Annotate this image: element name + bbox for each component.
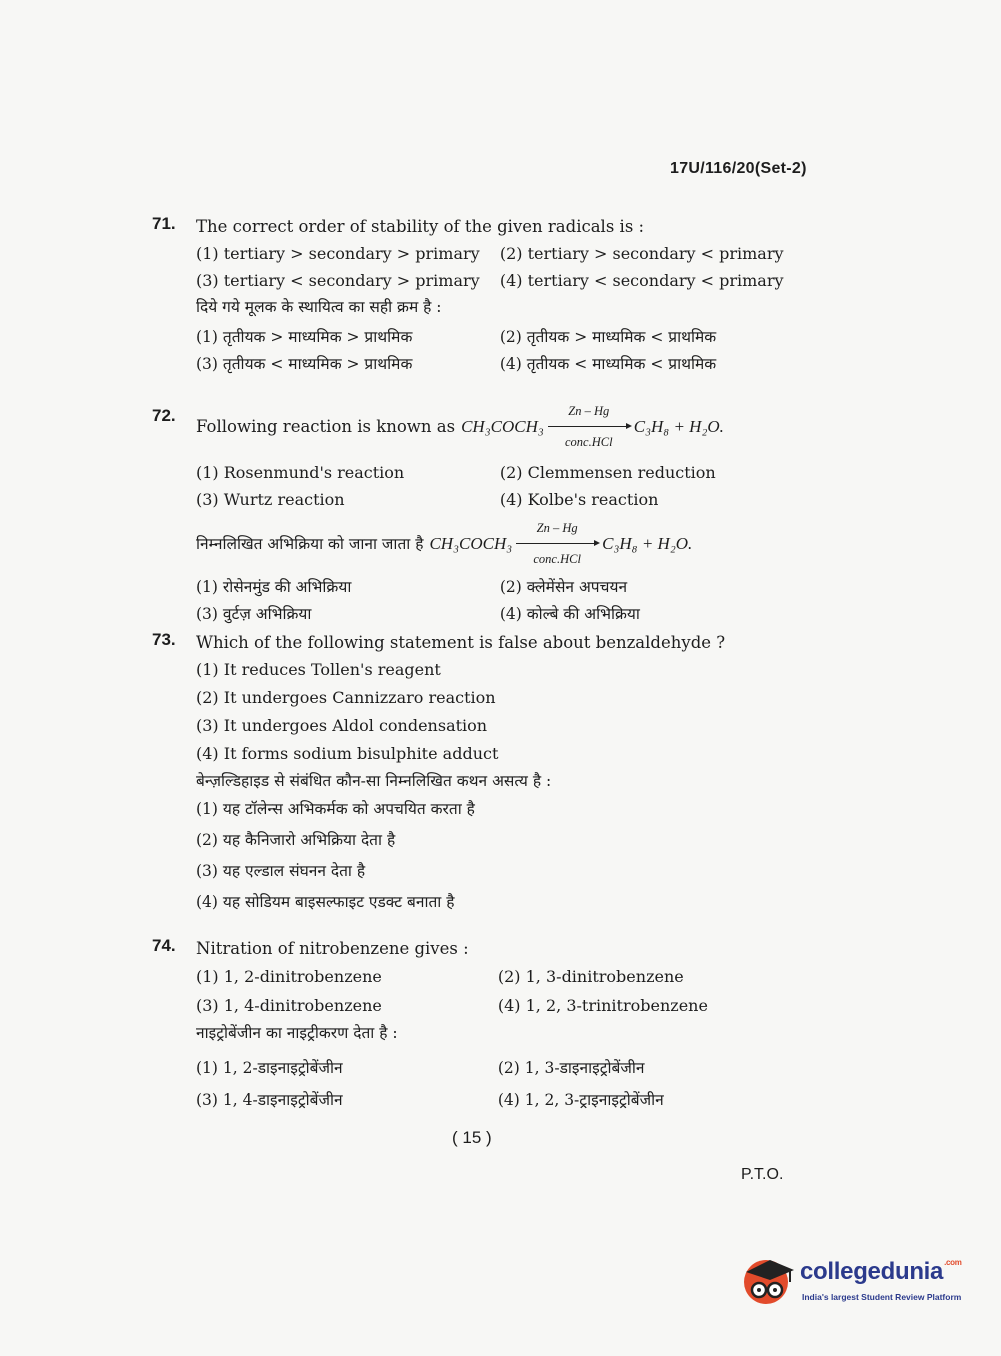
option-en: (4) tertiary < secondary < primary [499, 271, 784, 290]
option-en: (1) It reduces Tollen's reagent [196, 660, 441, 679]
reaction-products: C₃H₈ + H₂O. [602, 533, 693, 553]
option-en: (2) It undergoes Cannizzaro reaction [196, 688, 496, 707]
option-en: (1) tertiary > secondary > primary [196, 244, 480, 263]
question-number: 74. [152, 936, 176, 955]
question-text-hi: दिये गये मूलक के स्थायित्व का सही क्रम है : [196, 298, 442, 316]
reaction-reagent-bottom: conc.HCl [564, 435, 613, 449]
option-en: (3) Wurtz reaction [196, 490, 345, 509]
option-hi: (2) यह कैनिजारो अभिक्रिया देता है [196, 831, 396, 849]
question-number: 73. [152, 630, 176, 649]
reaction-equation [461, 398, 724, 455]
option-hi: (1) 1, 2-डाइनाइट्रोबेंजीन [196, 1059, 343, 1077]
option-hi: (3) तृतीयक < माध्यमिक > प्राथमिक [196, 355, 413, 373]
reaction-arrow [548, 398, 630, 455]
question-text-hi-line [196, 515, 792, 572]
question-text-en-line [196, 398, 792, 455]
brand-name [800, 1258, 962, 1286]
option-hi: (4) कोल्बे की अभिक्रिया [499, 605, 640, 623]
reaction-products: C₃H₈ + H₂O. [633, 416, 724, 436]
option-hi: (3) वुर्टज़ अभिक्रिया [196, 605, 312, 623]
option-en: (3) 1, 4-dinitrobenzene [196, 996, 382, 1015]
option-en: (1) Rosenmund's reaction [196, 463, 405, 482]
reaction-arrow [516, 515, 598, 572]
option-en: (4) It forms sodium bisulphite adduct [196, 744, 499, 763]
option-hi: (3) 1, 4-डाइनाइट्रोबेंजीन [196, 1091, 343, 1109]
option-en: (3) tertiary < secondary > primary [196, 271, 480, 290]
question-text-en: Which of the following statement is false about benzaldehyde ? [196, 633, 726, 652]
collegedunia-watermark [742, 1248, 972, 1312]
arrow-icon [548, 426, 630, 427]
option-en: (2) tertiary > secondary < primary [499, 244, 784, 263]
question-text-hi: बेन्ज़ल्डिहाइड से संबंधित कौन-सा निम्नलिखित कथन असत्य है : [196, 772, 552, 790]
brand-tagline: India's largest Student Review Platform [802, 1292, 962, 1302]
reaction-reagent-top: Zn – Hg [536, 521, 578, 535]
option-en: (2) Clemmensen reduction [499, 463, 716, 482]
question-text-hi: निम्नलिखित अभिक्रिया को जाना जाता है [196, 534, 424, 553]
reaction-equation-hi [429, 515, 692, 572]
reaction-reagent-top: Zn – Hg [568, 404, 610, 418]
option-en: (4) Kolbe's reaction [499, 490, 659, 509]
question-text-en: Following reaction is known as [196, 416, 456, 436]
brand-suffix: .com [944, 1258, 962, 1267]
reaction-reactant: CH₃COCH₃ [429, 533, 513, 553]
question-number: 71. [152, 214, 176, 233]
option-en: (2) 1, 3-dinitrobenzene [497, 967, 684, 986]
option-hi: (4) तृतीयक < माध्यमिक < प्राथमिक [499, 355, 717, 373]
option-en: (1) 1, 2-dinitrobenzene [196, 967, 382, 986]
option-en: (3) It undergoes Aldol condensation [196, 716, 488, 735]
arrow-icon [516, 543, 598, 544]
option-hi: (2) 1, 3-डाइनाइट्रोबेंजीन [497, 1059, 645, 1077]
question-73 [152, 630, 792, 918]
question-71 [152, 214, 792, 378]
reaction-reactant: CH₃COCH₃ [461, 416, 544, 436]
option-hi: (3) यह एल्डाल संघनन देता है [196, 862, 366, 880]
question-72 [152, 398, 792, 628]
option-hi: (2) तृतीयक > माध्यमिक < प्राथमिक [499, 328, 717, 346]
question-number: 72. [152, 406, 176, 425]
mascot-icon [742, 1252, 796, 1308]
brand-text: collegedunia [800, 1258, 944, 1285]
option-hi: (4) यह सोडियम बाइसल्फाइट एडक्ट बनाता है [196, 893, 455, 911]
question-text-hi: नाइट्रोबेंजीन का नाइट्रीकरण देता है : [196, 1024, 398, 1042]
pto-label: P.T.O. [741, 1166, 784, 1183]
option-en: (4) 1, 2, 3-trinitrobenzene [497, 996, 708, 1015]
question-text-en: Nitration of nitrobenzene gives : [196, 939, 469, 958]
option-hi: (2) क्लेमेंसेन अपचयन [499, 578, 628, 596]
question-text-en: The correct order of stability of the given radicals is : [196, 217, 645, 236]
option-hi: (1) तृतीयक > माध्यमिक > प्राथमिक [196, 328, 413, 346]
option-hi: (4) 1, 2, 3-ट्राइनाइट्रोबेंजीन [497, 1091, 664, 1109]
paper-code: 17U/116/20(Set-2) [670, 160, 807, 177]
option-hi: (1) यह टॉलेन्स अभिकर्मक को अपचयित करता है [196, 800, 475, 818]
page-number: ( 15 ) [452, 1128, 492, 1147]
question-74 [152, 936, 792, 1116]
option-hi: (1) रोसेनमुंड की अभिक्रिया [196, 578, 352, 596]
reaction-reagent-bottom: conc.HCl [533, 552, 581, 566]
